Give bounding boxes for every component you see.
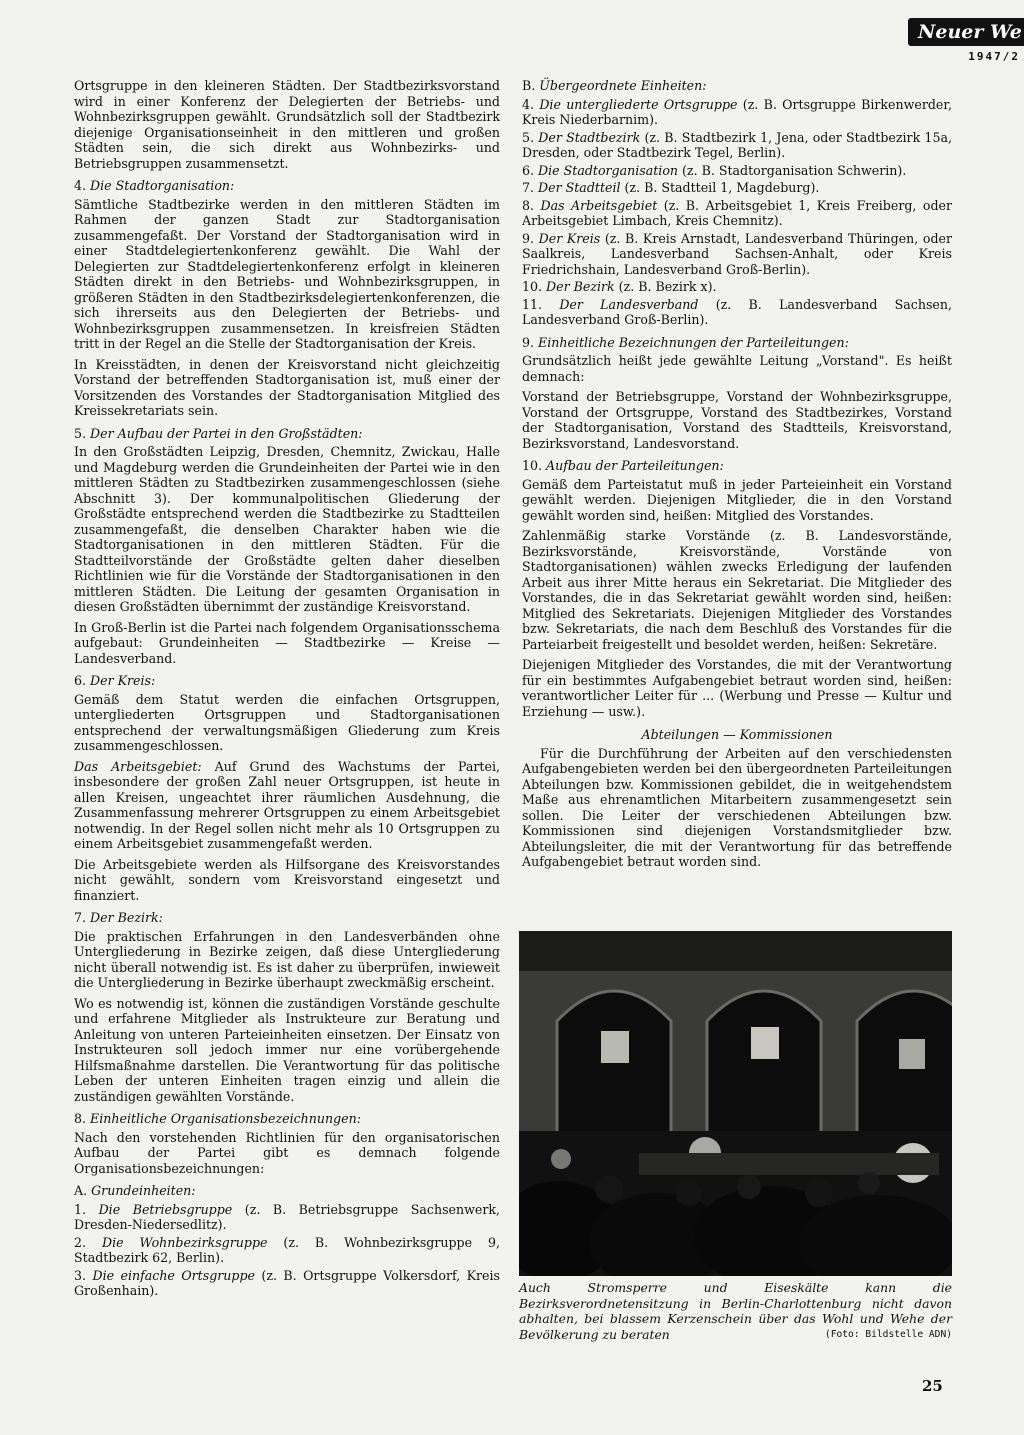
meeting-photo [519, 931, 952, 1276]
section-10-paragraph-1: Gemäß dem Parteistatut muß in jeder Parteieinheit ein Vorstand gewählt werden. Diejenigen Mitglieder, die in den Vorstand gewählt worden sind, heißen: Mitglied des Vorstandes. [522, 476, 952, 523]
subsection-paragraph: Für die Durchführung der Arbeiten auf den verschiedensten Aufgabengebieten werden bei den übergeordneten Parteileitungen Abteilungen bzw. Kommissionen gebildet, die in weitgehendstem Maße aus ehrenamtlichen Mitarbeitern zusammengesetzt sein sollen. Die Leiter der verschiedenen Abteilungen bzw. Kommissionen sind diejenigen Vorstandsmitglieder bzw. Abteilungsleiter, die mit der Verantwortung für das betreffende Aufgabengebiet betraut worden sind. [522, 745, 952, 869]
section-8-paragraph-1: Nach den vorstehenden Richtlinien für den organisatorischen Aufbau der Partei gibt es demnach folgende Organisationsbezeichnungen: [74, 1129, 500, 1176]
list-item: 11. Der Landesverband (z. B. Landesverband Sachsen, Landesverband Groß-Berlin). [522, 296, 952, 327]
list-item: 8. Das Arbeitsgebiet (z. B. Arbeitsgebiet 1, Kreis Freiberg, oder Arbeitsgebiet Limbach, Kreis Chemnitz). [522, 197, 952, 228]
candlelit-hall-image [519, 931, 952, 1276]
photo-credit: (Foto: Bildstelle ADN) [824, 1328, 952, 1340]
page-number: 25 [922, 1377, 943, 1395]
section-4-paragraph-2: In Kreisstädten, in denen der Kreisvorstand nicht gleichzeitig Vorstand der betreffenden Stadtorganisation ist, muß einer der Vorsitzenden des Vorstandes der Stadtorganisation Mitglied des Kreissekretariats sein. [74, 356, 500, 418]
masthead-title: Neuer We [908, 18, 1024, 46]
right-column [522, 78, 952, 875]
list-item: 2. Die Wohnbezirksgruppe (z. B. Wohnbezirksgruppe 9, Stadtbezirk 62, Berlin). [74, 1234, 501, 1265]
section-9-paragraph-1: Grundsätzlich heißt jede gewählte Leitung „Vorstand". Es heißt demnach: [522, 353, 952, 384]
photo-caption: Auch Stromsperre und Eiseskälte kann die Bezirksverordnetensitzung in Berlin-Charlottenburg nicht davon abhalten, bei blassem Kerzenschein über das Wohl und Wehe der Bevölkerung zu beraten (Foto: Bildstelle ADN) [519, 1280, 952, 1342]
section-5-paragraph-2: In Groß-Berlin ist die Partei nach folgendem Organisationsschema aufgebaut: Grundeinheiten — Stadtbezirke — Kreise — Landesverband. [74, 619, 500, 666]
section-9-paragraph-2: Vorstand der Betriebsgruppe, Vorstand der Wohnbezirksgruppe, Vorstand der Ortsgruppe, Vorstand des Stadtbezirkes, Vorstand der Stadtorganisation, Vorstand des Stadtteils, Kreisvorstand, Bezirksvorstand, Landesvorstand. [522, 389, 952, 451]
section-6-paragraph-1: Gemäß dem Statut werden die einfachen Ortsgruppen, untergliederten Ortsgruppen und Stadtorganisationen entsprechend der verwaltungsmäßigen Gliederung zum Kreis zusammengeschlossen. [74, 691, 500, 753]
section-5-heading: 5. Der Aufbau der Partei in den Großstädten: [74, 425, 363, 441]
subsection-heading: Abteilungen — Kommissionen [641, 727, 833, 742]
section-4-paragraph-1: Sämtliche Stadtbezirke werden in den mittleren Städten im Rahmen der ganzen Stadt zur Stadtorganisation zusammengefaßt. Der Vorstand der Stadtorganisation wird in einer Stadtdelegiertenkonferenz gewählt. Die Wahl der Delegierten zur Stadtdelegiertenkonferenz erfolgt in kleineren Städten direkt in den Betriebs- und Wohnbezirksgruppen, in größeren Städten in den Stadtbezirksdelegiertenkonferenzen, die sich ihrerseits aus den Delegierten der Betriebs- und Wohnbezirksgruppen zusammensetzen. In kreisfreien Städten tritt in der Regel an die Stelle der Stadtorganisation der Kreis. [74, 196, 500, 351]
section-5-paragraph-1: In den Großstädten Leipzig, Dresden, Chemnitz, Zwickau, Halle und Magdeburg werden die Grundeinheiten der Partei wie in den mittleren Städten zu Stadtbezirken zusammengeschlossen (siehe Abschnitt 3). Der kommunalpolitischen Gliederung der Großstädte entsprechend werden die Stadtbezirke zu Stadtteilen zusammengefaßt, die denselben Charakter haben wie die Stadtorganisationen in den mittleren Städten. Für die Stadtteilvorstände der Großstädte gelten daher dieselben Richtlinien wie für die Vorstände der Stadtorganisationen in den mittleren Städten. Die Leitung der gesamten Organisation in diesen Großstädten übernimmt der zuständige Kreisvorstand. [74, 444, 500, 614]
list-item: 3. Die einfache Ortsgruppe (z. B. Ortsgruppe Volkersdorf, Kreis Großenhain). [74, 1267, 500, 1298]
list-item: 1. Die Betriebsgruppe (z. B. Betriebsgruppe Sachsenwerk, Dresden-Niedersedlitz). [74, 1201, 500, 1232]
issue-number: 1947/2 [968, 50, 1020, 63]
section-8-heading: 8. Einheitliche Organisationsbezeichnungen: [74, 1111, 361, 1126]
list-item: 6. Die Stadtorganisation (z. B. Stadtorganisation Schwerin). [522, 162, 907, 178]
section-6-heading: 6. Der Kreis: [74, 673, 156, 688]
group-a-heading: A. Grundeinheiten: [74, 1183, 196, 1198]
group-a-list [74, 1202, 500, 1299]
list-item: 5. Der Stadtbezirk (z. B. Stadtbezirk 1, Jena, oder Stadtbezirk 15a, Dresden, oder Stadtbezirk Tegel, Berlin). [522, 129, 952, 160]
list-item: 9. Der Kreis (z. B. Kreis Arnstadt, Landesverband Thüringen, oder Saalkreis, Landesverband Sachsen-Anhalt, oder Kreis Friedrichshain, Landesverband Groß-Berlin). [522, 230, 952, 277]
section-7-heading: 7. Der Bezirk: [74, 910, 163, 925]
section-10-heading: 10. Aufbau der Parteileitungen: [522, 458, 724, 473]
group-b-heading: B. Übergeordnete Einheiten: [522, 78, 707, 93]
section-7-paragraph-2: Wo es notwendig ist, können die zuständigen Vorstände geschulte und erfahrene Mitglieder als Instrukteure zur Beratung und Anleitung von unteren Parteieinheiten einsetzen. Der Einsatz von Instrukteuren soll jedoch immer nur eine vorübergehende Hilfsmaßnahme darstellen. Die Verantwortung für das politische Leben der unteren Einheiten tragen einzig und allein die zuständigen gewählten Vorstände. [74, 995, 500, 1104]
section-6-paragraph-3: Die Arbeitsgebiete werden als Hilfsorgane des Kreisvorstandes nicht gewählt, sondern vom Kreisvorstand eingesetzt und finanziert. [74, 856, 500, 903]
section-9-heading: 9. Einheitliche Bezeichnungen der Parteileitungen: [522, 334, 849, 350]
intro-paragraph: Ortsgruppe in den kleineren Städten. Der Stadtbezirksvorstand wird in einer Konferenz der Delegierten der Betriebs- und Wohnbezirksgruppen gewählt. Grundsätzlich soll der Stadtbezirk diejenige Organisationseinheit in den mittleren und großen Städten sein, die sich direkt aus Wohnbezirks- und Betriebsgruppen zusammensetzt. [74, 78, 500, 171]
left-column [74, 78, 500, 1301]
group-b-list [522, 97, 952, 328]
arbeitsgebiet-term: Das Arbeitsgebiet: [74, 758, 202, 774]
list-item: 10. Der Bezirk (z. B. Bezirk x). [522, 279, 717, 294]
section-10-paragraph-2: Zahlenmäßig starke Vorstände (z. B. Landesvorstände, Bezirksvorstände, Kreisvorstände, Vorstände von Stadtorganisationen) wählen zwecks Erledigung der laufenden Arbeit aus ihrer Mitte heraus ein Sekretariat. Die Mitglieder des Vorstandes, die in das Sekretariat gewählt worden sind, heißen: Mitglied des Sekretariats. Diejenigen Mitglieder des Vorstandes bzw. Sekretariats, die nach dem Beschluß des Vorstandes für die Parteiarbeit freigestellt und besoldet werden, heißen: Sekretäre. [522, 528, 952, 652]
section-7-paragraph-1: Die praktischen Erfahrungen in den Landesverbänden ohne Untergliederung in Bezirke zeigen, daß diese Untergliederung nicht überall notwendig ist. Es ist daher zu überprüfen, inwieweit die Untergliederung in Bezirke überhaupt zweckmäßig erscheint. [74, 928, 500, 990]
list-item: 7. Der Stadtteil (z. B. Stadtteil 1, Magdeburg). [522, 180, 820, 195]
section-4-heading: 4. Die Stadtorganisation: [74, 178, 235, 193]
section-10-paragraph-3: Diejenigen Mitglieder des Vorstandes, die mit der Verantwortung für ein bestimmtes Aufgabengebiet betraut worden sind, heißen: verantwortlicher Leiter für ... (Werbung und Presse — Kultur und Erziehung — usw.). [522, 657, 952, 719]
section-6-paragraph-2: Das Arbeitsgebiet: Auf Grund des Wachstums der Partei, insbesondere der großen Zahl neuer Ortsgruppen, ist heute in allen Kreisen, ungeachtet ihrer räumlichen Ausdehnung, die Zusammenfassung mehrerer Ortsgruppen zu einem Arbeitsgebiet notwendig. In der Regel sollen nicht mehr als 10 Ortsgruppen zu einem Arbeitsgebiet zusammengefaßt werden. [74, 758, 500, 851]
list-item: 4. Die untergliederte Ortsgruppe (z. B. Ortsgruppe Birkenwerder, Kreis Niederbarnim). [522, 96, 952, 127]
